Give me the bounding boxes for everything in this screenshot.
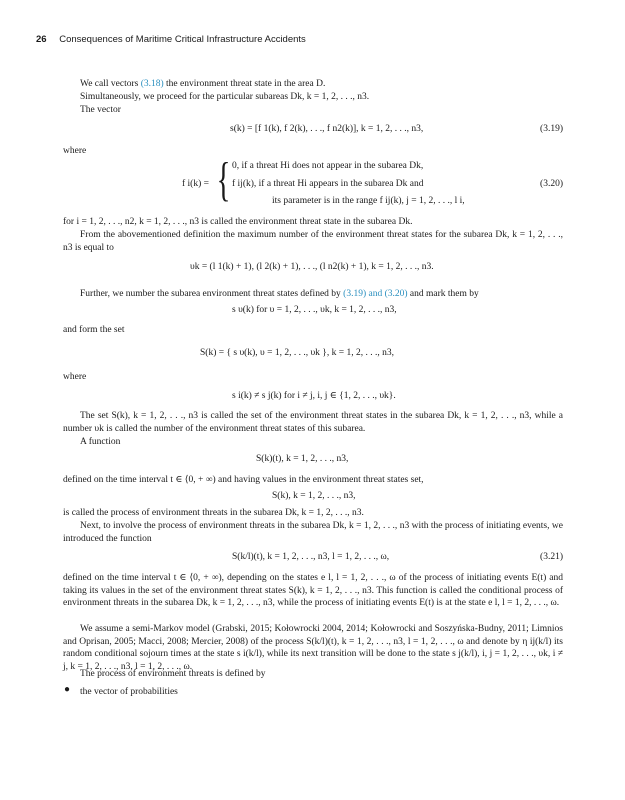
case-lhs: f i(k) = xyxy=(182,179,209,189)
case-line-1: 0, if a threat Hi does not appear in the subarea Dk, xyxy=(232,161,424,171)
case-line-3: its parameter is in the range f ij(k), j = 1, 2, . . ., l i, xyxy=(272,196,465,206)
paragraph-11: is called the process of environment threats in the subarea Dk, k = 1, 2, . . ., n3. xyxy=(63,508,364,518)
where-label-1: where xyxy=(63,146,87,156)
bullet-icon: ● xyxy=(64,684,71,695)
paragraph-line-2: Simultaneously, we proceed for the particular subareas Dk, k = 1, 2, . . ., n3. xyxy=(80,92,370,102)
paragraph-12: Next, to involve the process of environment threats in the subarea Dk, k = 1, 2, . . ., n3 with the process of initiating events, we introduced the function xyxy=(63,521,563,544)
equation-3-21: S(k/l)(t), k = 1, 2, . . ., n3, l = 1, 2, . . ., ω, xyxy=(232,552,390,562)
equation-set-2: S(k), k = 1, 2, . . ., n3, xyxy=(272,491,356,501)
paragraph-13: defined on the time interval t ∈ ⟨0, + ∞), depending on the states e l, l = 1, 2, . . ., ω of the process of initiating events E(t) and taking its values in the set of the environment threat states S(k), k = 1, 2, . . ., n3. This function is called the conditional process of environment threats in the subarea Dk, k = 1, 2, . . ., n3, while the process of initiating events E(t) is at the state e l, l = 1, 2, . . ., ω. xyxy=(63,573,563,609)
paragraph-8: The set S(k), k = 1, 2, . . ., n3 is called the set of the environment threat states in the subarea Dk, k = 1, 2, . . ., n3, while a number υk is called the number of the environment threat states of this subarea. xyxy=(63,411,563,434)
equation-reference-link[interactable]: (3.18) xyxy=(140,79,164,89)
bullet-item-1: the vector of probabilities xyxy=(80,687,178,697)
paragraph-14: We assume a semi-Markov model (Grabski, 2015; Kołowrocki 2004, 2014; Kołowrocki and Soszyńska-Budny, 2011; Limnios and Oprisan, 2005; Macci, 2008; Mercier, 2008) of the process S(k/l)(t), k = 1, 2, . . ., n3, l = 1, 2, . . ., ω and denote by η ij(k/l) its random conditional sojourn times at the state s i(k/l), while its next transition will be done to the state s j(k/l), i, j = 1, 2, . . ., υk, i ≠ j, k = 1, 2, . . ., n3, l = 1, 2, . . ., ω. xyxy=(63,624,563,672)
running-title: Consequences of Maritime Critical Infrastructure Accidents xyxy=(59,34,306,45)
case-line-2: f ij(k), if a threat Hi appears in the subarea Dk and xyxy=(232,179,424,189)
page-number: 26 xyxy=(36,34,47,45)
equation-3-19: s(k) = [f 1(k), f 2(k), . . ., f n2(k)], k = 1, 2, . . ., n3, xyxy=(230,124,424,134)
paragraph-6: Further, we number the subarea environment threat states defined by (3.19) and (3.20) and mark them by xyxy=(80,289,479,299)
equation-function: S(k)(t), k = 1, 2, . . ., n3, xyxy=(256,454,349,464)
paragraph-5: From the abovementioned definition the maximum number of the environment threat states for the subarea Dk, k = 1, 2, . . ., n3 is equal to xyxy=(63,230,563,253)
running-header xyxy=(36,34,306,45)
left-brace: { xyxy=(216,153,231,206)
equation-set: S(k) = { s υ(k), υ = 1, 2, . . ., υk }, k = 1, 2, . . ., n3, xyxy=(200,348,394,358)
paragraph-9: A function xyxy=(80,437,121,447)
equation-distinct: s i(k) ≠ s j(k) for i ≠ j, i, j ∈ {1, 2, . . ., υk}. xyxy=(232,391,396,401)
equation-number-3-20: (3.20) xyxy=(540,179,563,189)
paragraph-line-1: We call vectors (3.18) the environment threat state in the area D. xyxy=(80,79,326,89)
paragraph-line-3: The vector xyxy=(80,105,121,115)
paragraph-15: The process of environment threats is defined by xyxy=(80,669,266,679)
equation-number-3-21: (3.21) xyxy=(540,552,563,562)
equation-number-3-19: (3.19) xyxy=(540,124,563,134)
where-label-2: where xyxy=(63,372,87,382)
paragraph-7: and form the set xyxy=(63,325,125,335)
paragraph-10: defined on the time interval t ∈ ⟨0, + ∞) and having values in the environment threat states set, xyxy=(63,475,424,485)
equation-state-marking: s υ(k) for υ = 1, 2, . . ., υk, k = 1, 2, . . ., n3, xyxy=(232,305,397,315)
equation-vk: υk = (l 1(k) + 1), (l 2(k) + 1), . . ., (l n2(k) + 1), k = 1, 2, . . ., n3. xyxy=(190,262,434,272)
equation-reference-link-2[interactable]: (3.19) and (3.20) xyxy=(343,289,408,299)
paragraph-4: for i = 1, 2, . . ., n2, k = 1, 2, . . ., n3 is called the environment threat state in the subarea Dk. xyxy=(63,217,413,227)
